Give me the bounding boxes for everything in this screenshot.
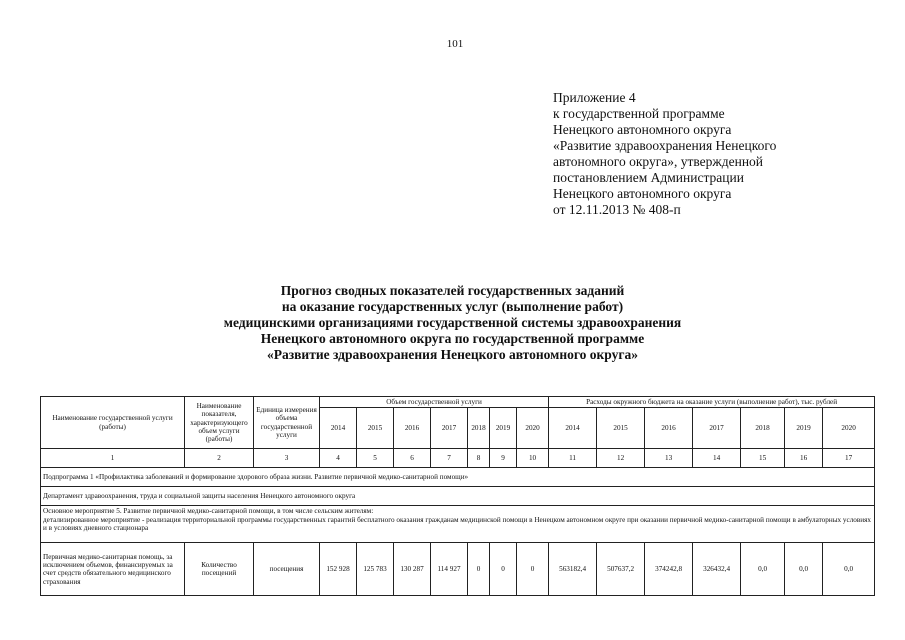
header-volume-year: 2020 [517,408,549,449]
column-number: 10 [517,449,549,468]
header-budget-year: 2014 [549,408,597,449]
header-volume-year: 2017 [431,408,468,449]
volume-value: 0 [517,543,549,596]
appendix-line: Ненецкого автономного округа [553,122,732,137]
header-service-name: Наименование государственной услуги (работы) [41,397,185,449]
column-number: 13 [645,449,693,468]
column-number: 12 [597,449,645,468]
title-line: на оказание государственных услуг (выполнение работ) [281,299,624,314]
column-number: 11 [549,449,597,468]
budget-value: 563182,4 [549,543,597,596]
page-number: 101 [446,38,464,50]
subprogram-row: Подпрограмма 1 «Профилактика заболеваний и формирование здорового образа жизни. Развитие первичной медико-санитарной помощи» [41,468,875,487]
service-cell: Первичная медико-санитарная помощь, за исключением объемов, финансируемых за счет средств обязательного медицинского страхования [41,543,185,596]
header-volume-year: 2019 [490,408,517,449]
appendix-line: от 12.11.2013 № 408-п [553,202,681,217]
header-unit: Единица измерения объема государственной услуги [254,397,320,449]
title-line: Прогноз сводных показателей государственных заданий [280,283,625,298]
volume-value: 152 928 [320,543,357,596]
indicator-cell: Количество посещений [185,543,254,596]
column-number: 3 [254,449,320,468]
budget-value: 0,0 [785,543,823,596]
document-title [0,283,905,363]
department-row: Департамент здравоохранения, труда и социальной защиты населения Ненецкого автономного округа [41,487,875,506]
column-number: 2 [185,449,254,468]
column-number: 1 [41,449,185,468]
budget-value: 0,0 [823,543,875,596]
column-number: 5 [357,449,394,468]
budget-value: 0,0 [741,543,785,596]
header-budget-year: 2018 [741,408,785,449]
main-event-title: Основное мероприятие 5. Развитие первичной медико-санитарной помощи, в том числе сельским жителям: [43,507,374,516]
budget-value: 507637,2 [597,543,645,596]
header-indicator-name: Наименование показателя, характеризующего объем услуги (работы) [185,397,254,449]
appendix-line: к государственной программе [553,106,725,121]
appendix-line: постановлением Администрации [553,170,744,185]
title-line: «Развитие здравоохранения Ненецкого автономного округа» [266,347,639,362]
header-budget-year: 2019 [785,408,823,449]
column-number: 14 [693,449,741,468]
column-number: 7 [431,449,468,468]
header-budget-group: Расходы окружного бюджета на оказание услуги (выполнение работ), тыс. рублей [549,397,875,408]
header-volume-year: 2018 [468,408,490,449]
column-number: 6 [394,449,431,468]
unit-cell: посещения [254,543,320,596]
header-budget-year: 2015 [597,408,645,449]
header-volume-year: 2014 [320,408,357,449]
volume-value: 0 [468,543,490,596]
appendix-line: Приложение 4 [553,90,636,105]
volume-value: 125 783 [357,543,394,596]
volume-value: 0 [490,543,517,596]
column-number: 15 [741,449,785,468]
budget-value: 326432,4 [693,543,741,596]
appendix-line: Ненецкого автономного округа [553,186,732,201]
header-volume-group: Объем государственной услуги [320,397,549,408]
main-event-row [41,506,875,543]
header-budget-year: 2017 [693,408,741,449]
main-event-detail: детализированное мероприятие - реализация территориальной программы государственных гарантий бесплатного оказания гражданам медицинской помощи в Ненецком автономном округе при оказании первичной медико-санитарной помощи в амбулаторных условиях и в условиях дневного стационара [43,515,872,533]
appendix-block [553,90,776,218]
column-number: 4 [320,449,357,468]
column-number: 17 [823,449,875,468]
header-volume-year: 2015 [357,408,394,449]
title-line: Ненецкого автономного округа по государственной программе [260,331,645,346]
title-line: медицинскими организациями государственной системы здравоохранения [223,315,682,330]
budget-value: 374242,8 [645,543,693,596]
header-budget-year: 2016 [645,408,693,449]
header-volume-year: 2016 [394,408,431,449]
volume-value: 130 287 [394,543,431,596]
appendix-line: автономного округа», утвержденной [553,154,764,169]
column-number: 16 [785,449,823,468]
column-number: 8 [468,449,490,468]
appendix-line: «Развитие здравоохранения Ненецкого [553,138,777,153]
forecast-table [40,396,875,596]
volume-value: 114 927 [431,543,468,596]
header-budget-year: 2020 [823,408,875,449]
column-number: 9 [490,449,517,468]
